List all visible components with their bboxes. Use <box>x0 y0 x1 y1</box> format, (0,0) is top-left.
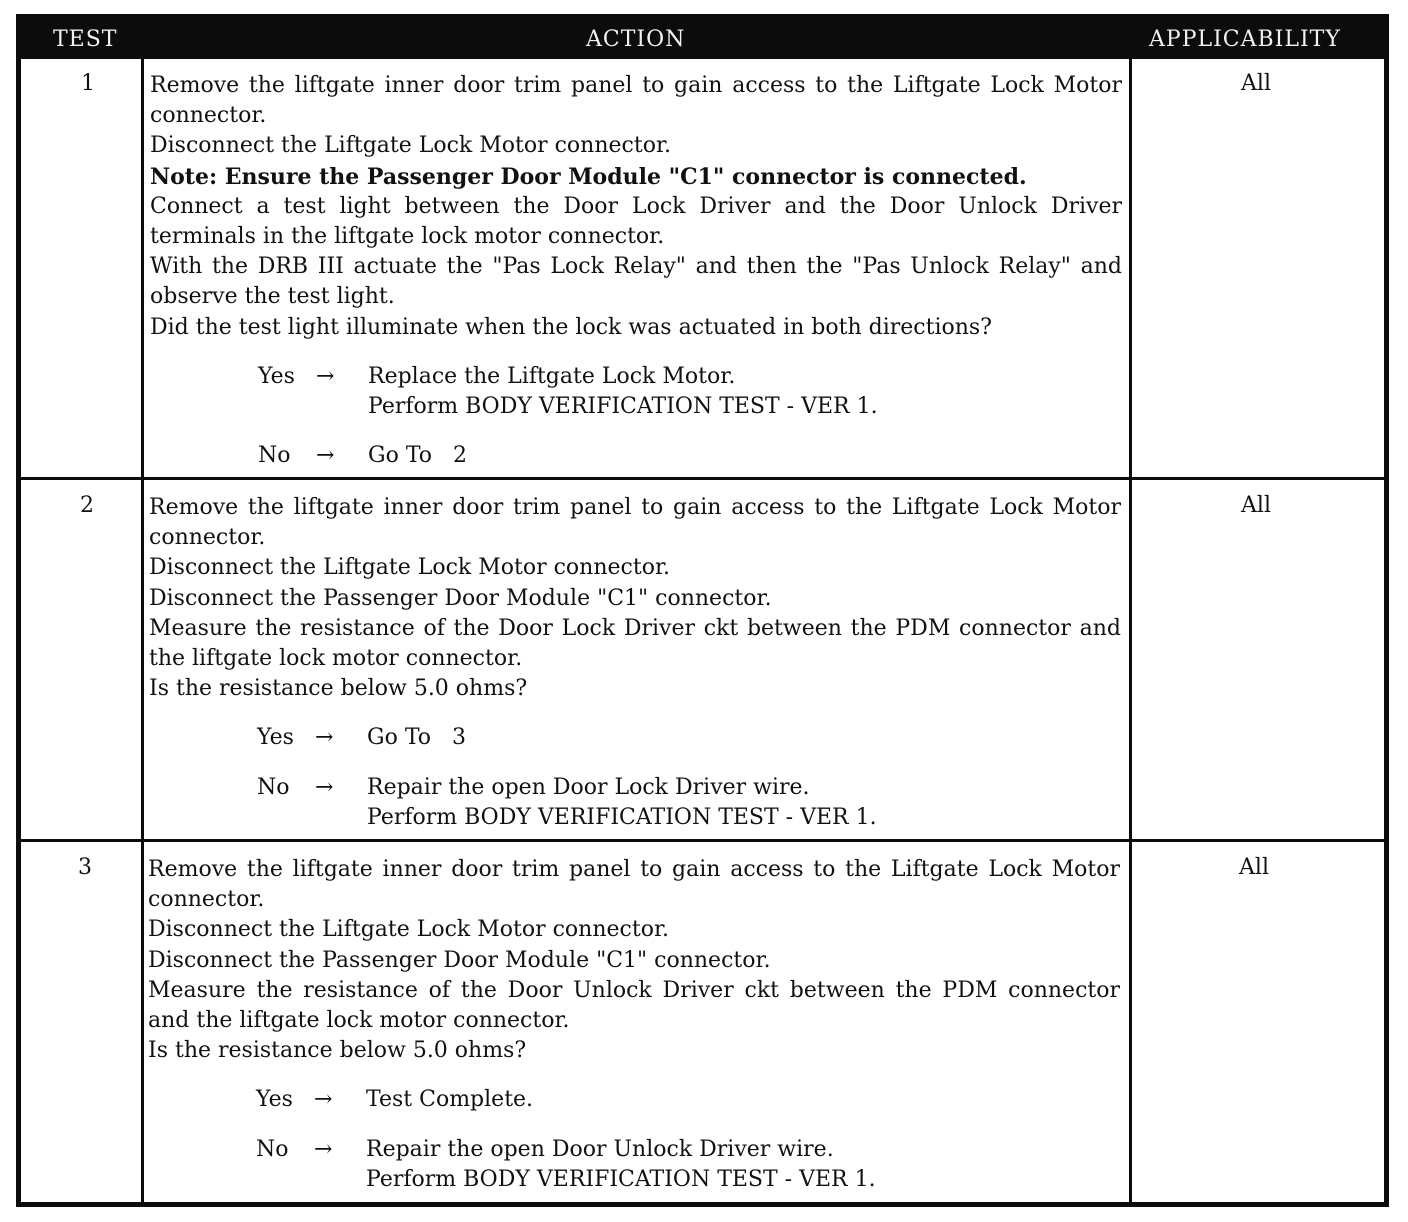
action-step: Disconnect the Liftgate Lock Motor connector. <box>148 917 670 943</box>
header-test: TEST <box>53 27 118 52</box>
action-step: Measure the resistance of the Door Lock Driver ckt between the PDM connector and the liftgate lock motor connector. <box>149 615 1121 672</box>
no-result-2: Perform BODY VERIFICATION TEST - VER 1. <box>367 804 877 830</box>
test-number: 1 <box>81 71 95 96</box>
yes-branch <box>149 723 1121 753</box>
action-step: Remove the liftgate inner door trim panel to gain access to the Liftgate Lock Motor connector. <box>150 73 1122 129</box>
action-step: Disconnect the Liftgate Lock Motor connector. <box>150 133 672 159</box>
action-question: Did the test light illuminate when the lock was actuated in both directions? <box>150 314 992 340</box>
yes-label: Yes <box>256 1087 293 1113</box>
no-label: No <box>258 443 291 469</box>
action-step: Disconnect the Liftgate Lock Motor connector. <box>149 555 671 581</box>
no-branch <box>149 773 1121 833</box>
right-arrow-icon: → <box>314 1136 333 1162</box>
test-number: 2 <box>80 493 94 518</box>
right-arrow-icon: → <box>315 725 334 751</box>
yes-branch <box>148 1085 1120 1115</box>
no-result-2: Perform BODY VERIFICATION TEST - VER 1. <box>366 1166 876 1192</box>
no-label: No <box>257 774 290 800</box>
action-step: With the DRB III actuate the "Pas Lock Relay" and then the "Pas Unlock Relay" and observe the test light. <box>150 254 1122 310</box>
right-arrow-icon: → <box>316 363 335 389</box>
yes-label: Yes <box>258 363 295 389</box>
yes-branch <box>150 362 1122 422</box>
no-result: Repair the open Door Unlock Driver wire. <box>366 1136 834 1162</box>
action-step: Remove the liftgate inner door trim panel to gain access to the Liftgate Lock Motor connector. <box>148 857 1120 913</box>
column-divider <box>1129 59 1132 1207</box>
table-header <box>21 19 1384 59</box>
header-applicability: APPLICABILITY <box>1149 27 1341 52</box>
yes-result: Go To 3 <box>367 725 466 751</box>
action-step: Remove the liftgate inner door trim panel to gain access to the Liftgate Lock Motor connector. <box>149 495 1121 551</box>
applicability-value: All <box>1241 493 1271 518</box>
action-question: Is the resistance below 5.0 ohms? <box>149 676 528 702</box>
action-step: Connect a test light between the Door Lock Driver and the Door Unlock Driver terminals in the liftgate lock motor connector. <box>150 193 1122 250</box>
test-number: 3 <box>78 855 92 880</box>
action-step: Disconnect the Passenger Door Module "C1" connector. <box>149 585 772 611</box>
no-branch <box>150 441 1122 471</box>
action-cell <box>148 855 1120 1214</box>
action-note: Note: Ensure the Passenger Door Module "C1" connector is connected. <box>150 163 1027 190</box>
no-result: Repair the open Door Lock Driver wire. <box>367 774 810 800</box>
no-label: No <box>256 1136 289 1162</box>
right-arrow-icon: → <box>314 1087 333 1113</box>
no-branch <box>148 1135 1120 1195</box>
yes-result: Replace the Liftgate Lock Motor. <box>368 363 736 389</box>
applicability-value: All <box>1241 71 1271 96</box>
yes-label: Yes <box>257 725 294 751</box>
diagnostic-table <box>16 14 1389 1207</box>
column-divider <box>141 59 144 1207</box>
no-result: Go To 2 <box>368 443 467 469</box>
right-arrow-icon: → <box>315 774 334 800</box>
action-question: Is the resistance below 5.0 ohms? <box>148 1038 527 1064</box>
header-action: ACTION <box>586 27 686 52</box>
action-step: Disconnect the Passenger Door Module "C1" connector. <box>148 947 771 973</box>
yes-result-2: Perform BODY VERIFICATION TEST - VER 1. <box>368 394 878 420</box>
action-cell <box>150 71 1122 490</box>
applicability-value: All <box>1239 855 1269 880</box>
action-step: Measure the resistance of the Door Unlock Driver ckt between the PDM connector and the liftgate lock motor connector. <box>148 977 1120 1034</box>
yes-result: Test Complete. <box>366 1087 534 1113</box>
action-cell <box>149 493 1121 852</box>
right-arrow-icon: → <box>316 443 335 469</box>
